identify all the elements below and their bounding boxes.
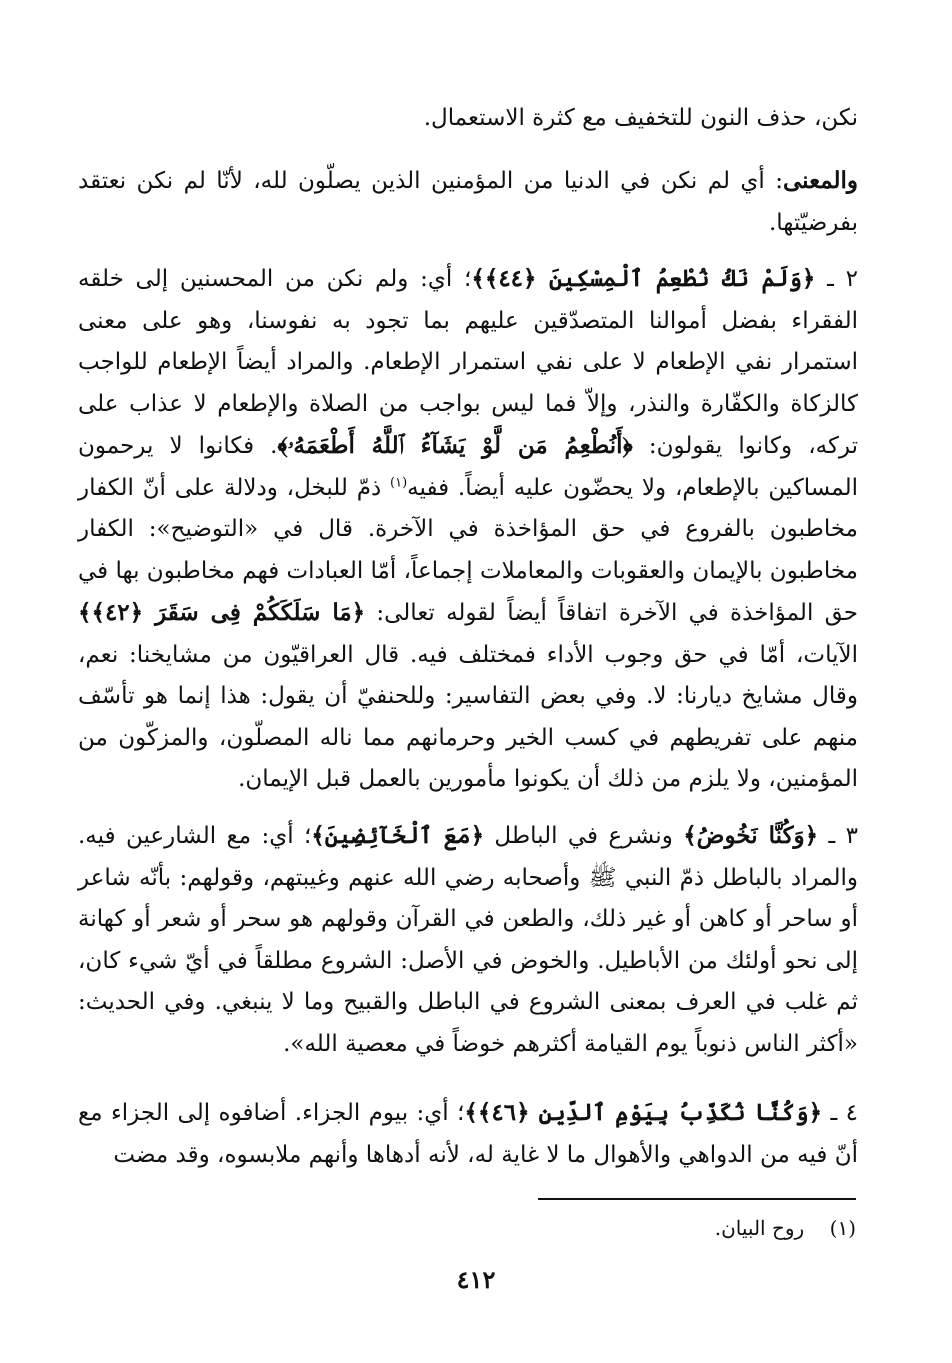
paragraph-item-2 [78, 258, 858, 801]
paragraph-item-4 [78, 1092, 858, 1176]
paragraph-continuation [78, 98, 858, 140]
text-run: ذمّ للبخل، ودلالة على أنّ الكفار مخاطبون بالفروع في حق المؤاخذة في الآخرة. قال في «التوضيح»: الكفار مخاطبون بالإيمان والعقوبات والمعاملات إجماعاً، أمّا العبادات فهم مخاطبون بها في حق المؤاخذة في الآخرة اتفاقاً أيضاً لقوله تعالى: [78, 474, 858, 626]
footnote-separator [538, 1198, 856, 1200]
quran-verse: ﴿وَكُنَّا نَخُوضُ﴾ [683, 822, 819, 849]
quran-verse: ﴿أَنُطْعِمُ مَن لَّوْ يَشَآءُ ٱللَّهُ أَطْعَمَهُۥ﴾ [277, 432, 633, 459]
quran-verse: ﴿مَعَ ٱلْخَآئِضِينَ﴾ [311, 822, 485, 849]
footnote-reference: (١) [390, 474, 408, 490]
text-run: ؛ أي: بيوم الجزاء. أضافوه إلى الجزاء مع أنّ فيه من الدواهي والأهوال ما لا غاية له، لأنه أدهاها وأنهم ملابسوه، وقد مضت [78, 1100, 858, 1168]
footnote-marker: (١) [829, 1216, 856, 1240]
paragraph-meaning [78, 160, 858, 244]
text-run: ٢ ـ [815, 266, 858, 292]
page-number: ٤١٢ [456, 1265, 496, 1294]
footnote-text: روح البيان. [714, 1216, 805, 1240]
text-run: الآيات، أمّا في حق وجوب الأداء فمختلف فيه. قال العراقيّون من مشايخنا: نعم، وقال مشايخ ديارنا: لا. وفي بعض التفاسير: وللحنفيّ أن يقول: هذا إنما هو تأسّف منهم على تفريطهم في كسب الخير وحرمانهم مما ناله المصلّون، والمزكّون من المؤمنين، ولا يلزم من ذلك أن يكونوا مأمورين بالعمل قبل الإيمان. [78, 641, 858, 792]
text-run: ونشرع في الباطل [484, 823, 684, 849]
footnote [78, 1213, 856, 1243]
quran-verse: ﴿وَلَمْ نَكُ نُطْعِمُ ٱلْمِسْكِينَ ﴿٤٤﴾﴾ [471, 265, 816, 292]
bold-heading: والمعنى [782, 167, 858, 194]
quran-verse: ﴿وَكُنَّا نُكَذِّبُ بِيَوْمِ ٱلدِّينِ ﴿٤٦﴾﴾ [464, 1099, 823, 1126]
paragraph-item-3 [78, 815, 858, 1065]
text-run: ؛ أي: مع الشارعين فيه. والمراد بالباطل ذمّ النبي ﷺ وأصحابه رضي الله عنهم وغيبتهم، وقولهم: بأنّه شاعر أو ساحر أو كاهن أو غير ذلك، والطعن في القرآن وقولهم هو سحر أو شعر أو كهانة إلى نحو أولئك من الأباطيل. والخوض في الأصل: الشروع مطلقاً في أيّ شيء كان، ثم غلب في العرف بمعنى الشروع في الباطل والقبيح وما لا ينبغي. وفي الحديث: «أكثر الناس ذنوباً يوم القيامة أكثرهم خوضاً في معصية الله». [78, 823, 858, 1057]
text-run: نكن، حذف النون للتخفيف مع كثرة الاستعمال. [423, 105, 858, 131]
text-run: . فكانوا لا يرحمون المساكين بالإطعام، ولا يحضّون عليه أيضاً. ففيه [78, 433, 858, 501]
text-run: ٣ ـ [818, 823, 858, 849]
text-run: ٤ ـ [822, 1100, 858, 1126]
quran-verse: ﴿مَا سَلَكَكُمْ فِى سَقَرَ ﴿٤٢﴾﴾ [78, 599, 366, 626]
text-run: ؛ أي: ولم نكن من المحسنين إلى خلقه الفقراء بفضل أموالنا المتصدّقين عليهم بما تجود به نفوسنا، وهو على معنى استمرار نفي الإطعام لا على نفي استمرار الإطعام. والمراد أيضاً الإطعام للواجب كالزكاة والكفّارة والنذر، وإلاّ فما ليس بواجب من الصلاة والإطعام لا عذاب على تركه، وكانوا يقولون: [78, 266, 859, 459]
text-run: : أي لم نكن في الدنيا من المؤمنين الذين يصلّون لله، لأنّا لم نكن نعتقد بفرضيّتها. [78, 168, 858, 236]
